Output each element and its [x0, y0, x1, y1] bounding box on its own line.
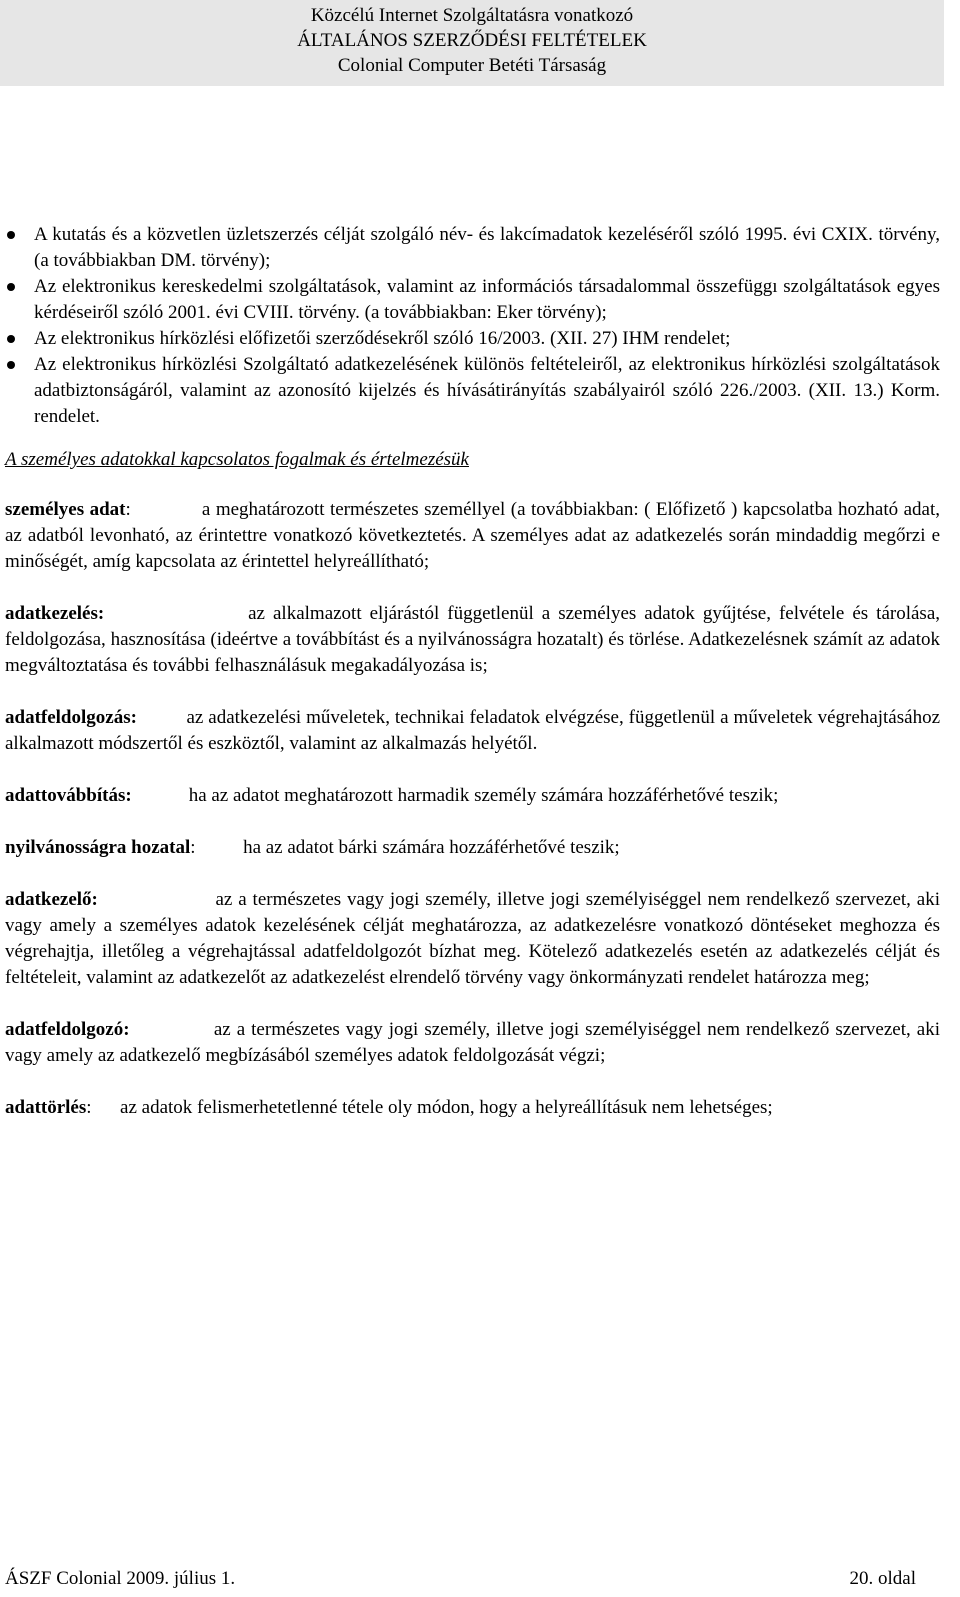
definition-text: ha az adatot meghatározott harmadik személy számára hozzáférhetővé teszik;: [188, 785, 779, 806]
definition-text: az adatkezelési műveletek, technikai feladatok elvégzése, függetlenül a műveletek végrehajtásához alkalmazott módszertől és eszköztől, valamint az alkalmazás helyétől.: [5, 707, 941, 754]
definition-gap: [131, 499, 202, 520]
definition-adatkezelo: [5, 887, 940, 991]
header-line-3: Colonial Computer Betéti Társaság: [337, 55, 607, 76]
definition-adatfeldolgozas: [5, 705, 940, 757]
definition-term: adatkezelés:: [5, 603, 105, 624]
definition-gap: [132, 785, 189, 806]
definition-term: adattovábbítás:: [5, 785, 132, 806]
definition-text: az alkalmazott eljárástól függetlenül a személyes adatok gyűjtése, felvétele és tárolása, feldolgozása, hasznosítása (ideértve a továbbítást és a nyilvánosságra hozatalt) és törlése. Adatkezelésnek számít az adatok megváltoztatása és további felhasználásuk megakadályozása is;: [5, 603, 941, 676]
law-list: [5, 222, 940, 430]
definition-separator: :: [125, 499, 131, 520]
document-body: [5, 222, 940, 1121]
definition-term: nyilvánosságra hozatal: [5, 837, 191, 858]
footer-document-id: ÁSZF Colonial 2009. július 1.: [5, 1568, 236, 1589]
definition-gap: [196, 837, 244, 858]
page-header: [0, 0, 944, 86]
definition-szemelyes-adat: [5, 497, 940, 575]
section-title: A személyes adatokkal kapcsolatos fogalmak és értelmezésük: [5, 449, 469, 470]
definition-gap: [137, 707, 187, 728]
definition-term: adatkezelő:: [5, 889, 98, 910]
definition-adatfeldolgozo: [5, 1017, 940, 1069]
definition-term: adatfeldolgozó:: [5, 1019, 130, 1040]
definition-gap: [98, 889, 216, 910]
definition-gap: [104, 603, 248, 624]
definition-adattorles: [5, 1095, 940, 1121]
definition-term: adattörlés: [5, 1097, 87, 1118]
list-item: A kutatás és a közvetlen üzletszerzés célját szolgáló név- és lakcímadatok kezeléséről szóló 1995. évi CXIX. törvény, (a továbbiakban DM. törvény);: [5, 222, 940, 274]
definition-text: az a természetes vagy jogi személy, illetve jogi személyiséggel nem rendelkező szervezet, aki vagy amely az adatkezelő megbízásából személyes adatok feldolgozását végzi;: [5, 1019, 940, 1066]
definition-text: az a természetes vagy jogi személy, illetve jogi személyiséggel nem rendelkező szervezet, aki vagy amely a személyes adatok kezelésének célját meghatározza, az adatkezelésre vonatkozó döntéseket meghozza és végrehajtja, illetőleg a végrehajtással adatfeldolgozót bízhat meg. Kötelező adatkezelés esetén az adatkezelés célját és feltételeit, valamint az adatkezelőt az adatkezelést elrendelő törvény vagy önkormányzati rendelet határozza meg;: [5, 889, 941, 988]
definition-text: az adatok felismerhetetlenné tétele oly módon, hogy a helyreállításuk nem lehetséges;: [120, 1097, 773, 1118]
list-item: Az elektronikus kereskedelmi szolgáltatások, valamint az információs társadalommal összefüggı szolgáltatások egyes kérdéseiről szóló 2001. évi CVIII. törvény. (a továbbiakban: Eker törvény);: [5, 274, 940, 326]
definition-gap: [92, 1097, 121, 1118]
header-line-1: Közcélú Internet Szolgáltatásra vonatkozó: [310, 5, 634, 26]
definition-term: adatfeldolgozás:: [5, 707, 137, 728]
list-item: Az elektronikus hírközlési Szolgáltató adatkezelésének különös feltételeiről, az elektronikus hírközlési szolgáltatások adatbiztonságáról, valamint az azonosító kijelzés és hívásátirányítás szabályairól szóló 226./2003. (XII. 13.) Korm. rendelet.: [5, 352, 940, 430]
definition-text: a meghatározott természetes személlyel (a továbbiakban: ( Előfizető ) kapcsolatba hozható adat, az adatból levonható, az érintettre vonatkozó következtetés. A személyes adat az adatkezelés során mindaddig megőrzi e minőségét, amíg kapcsolata az érintettel helyreállítható;: [5, 499, 940, 572]
definition-nyilvanossagra-hozatal: [5, 835, 940, 861]
definition-gap: [130, 1019, 214, 1040]
definition-term: személyes adat: [5, 499, 126, 520]
definition-separator: :: [190, 837, 196, 858]
definition-adattovabbitas: [5, 783, 940, 809]
definition-adatkezeles: [5, 601, 940, 679]
definition-text: ha az adatot bárki számára hozzáférhetővé teszik;: [243, 837, 620, 858]
page-number: 20. oldal: [849, 1568, 916, 1589]
definition-separator: :: [86, 1097, 92, 1118]
header-line-2: ÁLTALÁNOS SZERZŐDÉSI FELTÉTELEK: [297, 30, 647, 51]
list-item: Az elektronikus hírközlési előfizetői szerződésekről szóló 16/2003. (XII. 27) IHM rendelet;: [5, 326, 940, 352]
